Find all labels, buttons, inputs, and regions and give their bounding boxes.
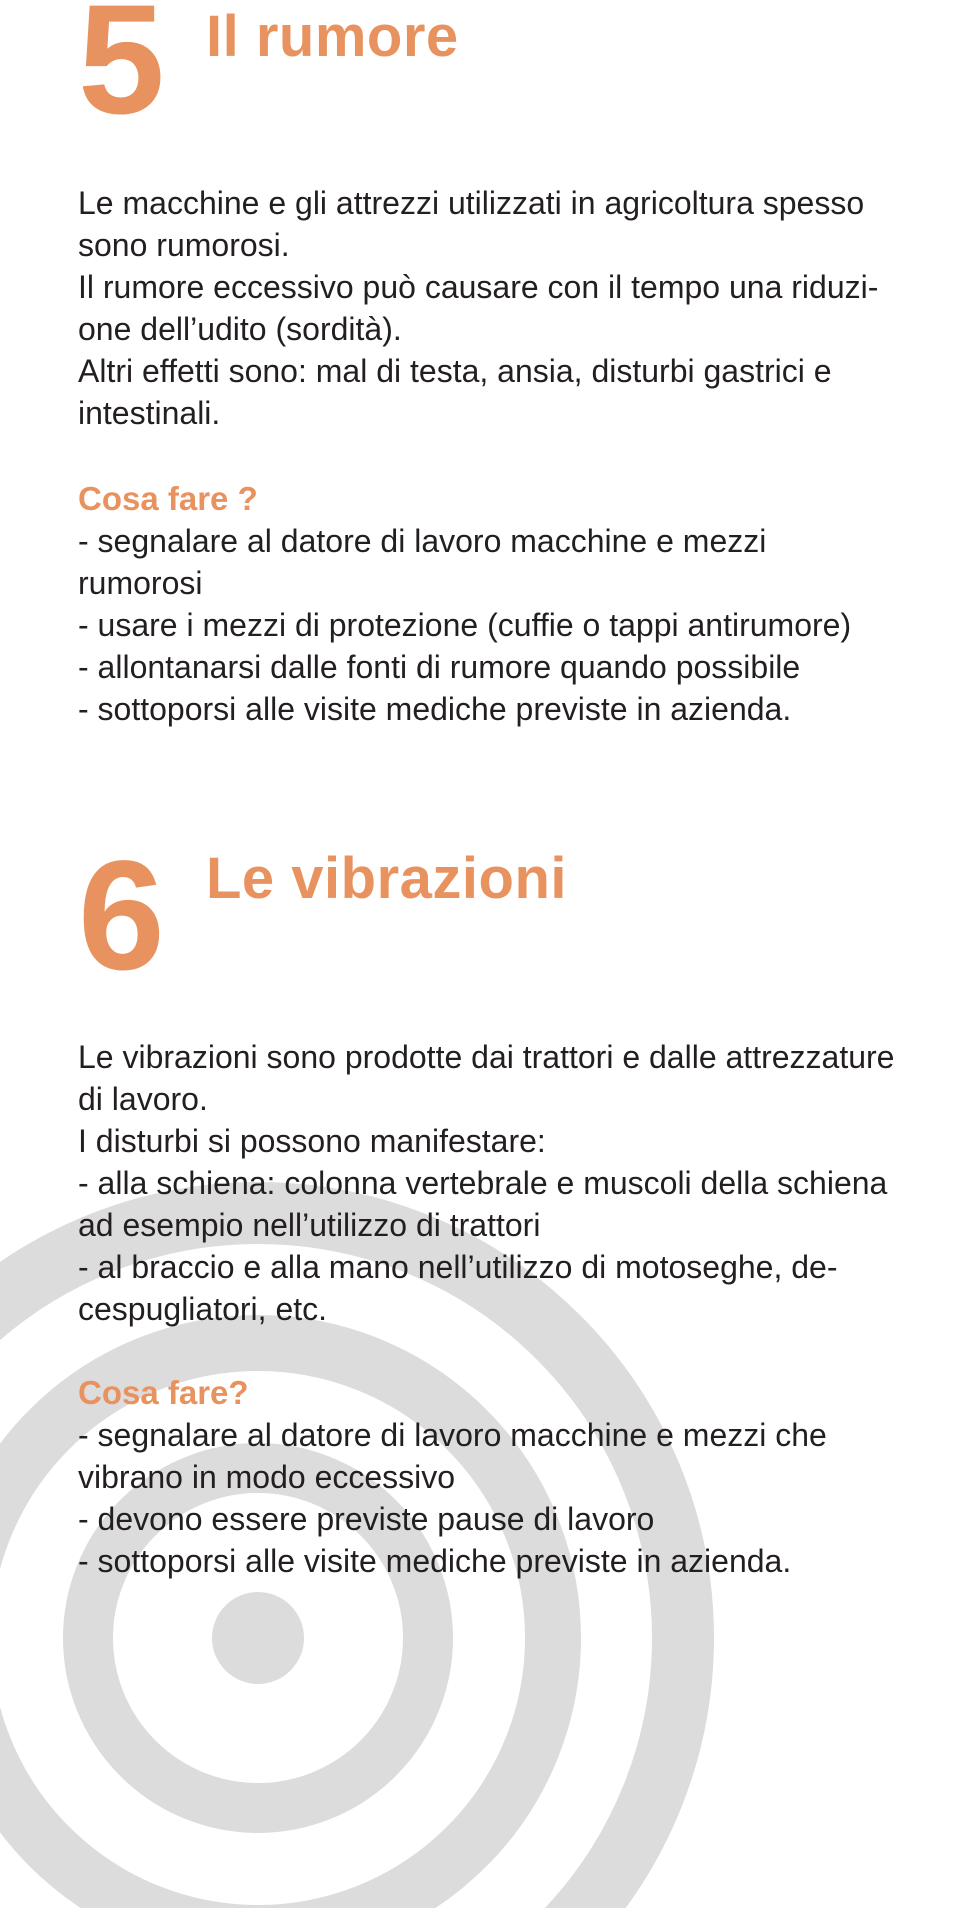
text-line: Le macchine e gli attrezzi utilizzati in agricoltura spesso [78, 185, 865, 221]
text-line: - usare i mezzi di protezione (cuffie o tappi antirumore) [78, 607, 852, 643]
text-line: - segnalare al datore di lavoro macchine e mezzi che [78, 1417, 827, 1453]
what-to-do-list [78, 520, 958, 730]
text-line: - devono essere previste pause di lavoro [78, 1501, 655, 1537]
text-line: sono rumorosi. [78, 227, 290, 263]
text-line: I disturbi si possono manifestare: [78, 1123, 546, 1159]
section-intro [78, 182, 958, 434]
text-line: Il rumore eccessivo può causare con il tempo una riduzi- [78, 269, 879, 305]
text-line: - sottoporsi alle visite mediche previste in azienda. [78, 1543, 792, 1579]
text-line: - allontanarsi dalle fonti di rumore quando possibile [78, 649, 801, 685]
text-line: - segnalare al datore di lavoro macchine e mezzi [78, 523, 767, 559]
text-line: ad esempio nell’utilizzo di trattori [78, 1207, 541, 1243]
section-number: 6 [78, 829, 162, 1003]
what-to-do-heading: Cosa fare? [78, 1374, 249, 1411]
text-line: - sottoporsi alle visite mediche previste in azienda. [78, 691, 792, 727]
text-line: - al braccio e alla mano nell’utilizzo di motoseghe, de- [78, 1249, 838, 1285]
text-line: Altri effetti sono: mal di testa, ansia, disturbi gastrici e [78, 353, 832, 389]
text-line: vibrano in modo eccessivo [78, 1459, 456, 1495]
text-line: intestinali. [78, 395, 221, 431]
text-line: rumorosi [78, 565, 203, 601]
what-to-do-heading: Cosa fare ? [78, 480, 258, 517]
text-line: - alla schiena: colonna vertebrale e muscoli della schiena [78, 1165, 888, 1201]
section-intro [78, 1036, 958, 1330]
section-vibrations [0, 829, 960, 1598]
text-line: one dell’udito (sordità). [78, 311, 402, 347]
text-line: cespugliatori, etc. [78, 1291, 328, 1327]
section-number: 5 [78, 0, 162, 147]
text-line: di lavoro. [78, 1081, 208, 1117]
section-noise [0, 0, 960, 740]
section-title: Il rumore [206, 4, 459, 69]
what-to-do-list [78, 1414, 958, 1582]
text-line: Le vibrazioni sono prodotte dai trattori e dalle attrezzature [78, 1039, 895, 1075]
section-title: Le vibrazioni [206, 846, 568, 911]
ring-center-dot [212, 1592, 304, 1684]
